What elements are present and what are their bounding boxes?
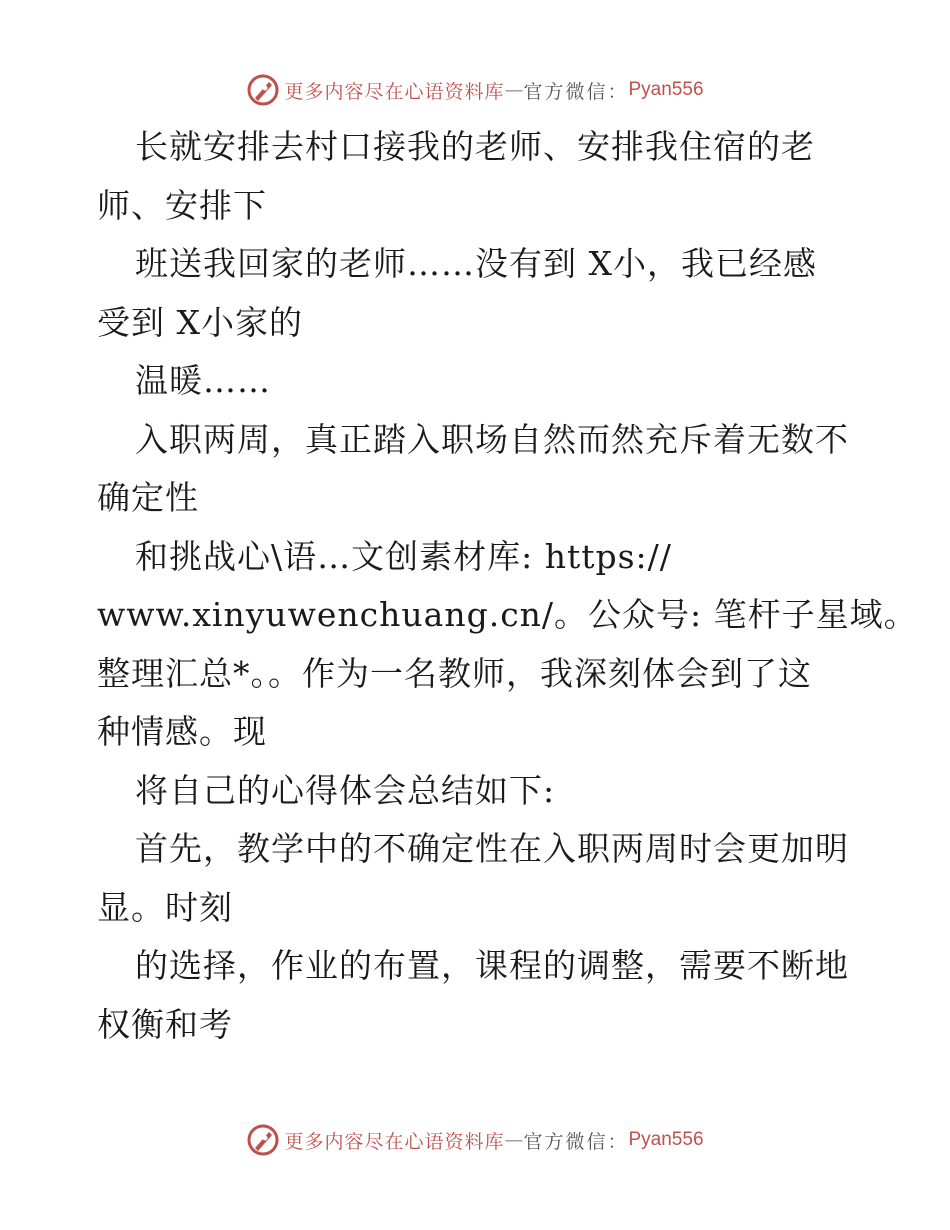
- watermark-wechat-id: Pyan556: [628, 79, 704, 100]
- footer-watermark: [0, 1120, 950, 1160]
- body-line: 和挑战心\语…文创素材库: https://: [135, 536, 672, 576]
- body-line: 首先，教学中的不确定性在入职两周时会更加明: [135, 829, 849, 868]
- body-line: 显。时刻: [97, 887, 233, 927]
- body-line: 的选择，作业的布置，课程的调整，需要不断地: [135, 946, 849, 985]
- header-watermark: [0, 70, 950, 110]
- watermark-official-label: 官方微信：: [523, 80, 629, 103]
- body-line: 种情感。现: [97, 712, 267, 751]
- body-line: 权衡和考: [97, 1004, 233, 1044]
- body-line: 入职两周，真正踏入职场自然而然充斥着无数不: [135, 419, 849, 459]
- body-line: 确定性: [97, 478, 199, 517]
- body-line: www.xinyuwenchuang.cn/。公众号: 笔杆子星域。: [97, 595, 918, 634]
- pen-logo-icon: [246, 1123, 280, 1157]
- watermark-separator: —: [504, 79, 524, 101]
- body-line: 温暖……: [135, 361, 271, 400]
- body-line: 将自己的心得体会总结如下:: [135, 770, 556, 810]
- document-body: [97, 118, 918, 1054]
- body-line: 长就安排去村口接我的老师、安排我住宿的老: [135, 127, 815, 166]
- watermark-brand: 更多内容尽在心语资料库: [284, 1130, 505, 1153]
- body-line: 班送我回家的老师……没有到 X小，我已经感: [135, 244, 817, 283]
- body-line: 整理汇总*。。作为一名教师，我深刻体会到了这: [97, 653, 812, 693]
- pen-logo-icon: [246, 73, 280, 107]
- watermark-wechat-id: Pyan556: [628, 1129, 704, 1150]
- watermark-brand: 更多内容尽在心语资料库: [284, 80, 505, 103]
- watermark-separator: —: [504, 1129, 524, 1151]
- body-line: 师、安排下: [97, 185, 267, 225]
- watermark-official-label: 官方微信：: [523, 1130, 629, 1153]
- body-line: 受到 X小家的: [97, 302, 303, 342]
